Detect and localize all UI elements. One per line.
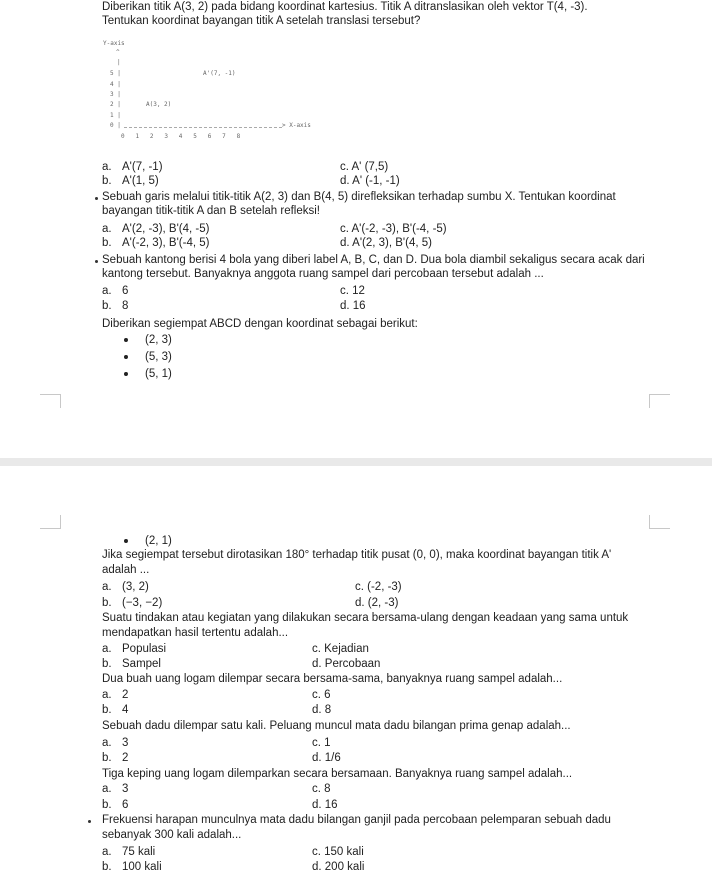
intro-line-1: Diberikan titik A(3, 2) pada bidang koordinat kartesius. Titik A ditranslasikan oleh vektor T(4, -3).: [102, 1, 588, 13]
q3-option-c: c. 12: [340, 285, 365, 297]
q9-text-line-2: sebanyak 300 kali adalah...: [102, 829, 242, 841]
q7-option-a: 3: [122, 737, 129, 749]
q4-text-line-1: Jika segiempat tersebut dirotasikan 180° terhadap titik pusat (0, 0), maka koordinat bayangan titik A': [102, 549, 612, 561]
q6-option-c: c. 6: [312, 689, 331, 701]
q8-option-b-letter: b.: [102, 799, 112, 811]
q9-option-a-letter: a.: [102, 846, 112, 858]
q7-option-a-letter: a.: [102, 737, 112, 749]
q3-option-a-letter: a.: [102, 285, 112, 297]
x-axis-ticks: 0 1 2 3 4 5 6 7 8: [121, 133, 241, 140]
q5-option-c: c. Kejadian: [312, 643, 369, 655]
q8-option-a: 3: [122, 783, 129, 795]
q6-text-line-1: Dua buah uang logam dilempar secara bersama-sama, banyaknya ruang sampel adalah...: [102, 673, 563, 685]
q4-option-d: d. (2, -3): [355, 597, 399, 609]
y-tick-2: 2 |: [110, 101, 121, 108]
page-separator: [0, 458, 712, 466]
q2-option-d: d. A'(2, 3), B'(4, 5): [340, 237, 432, 249]
q3-text-line-2: kantong tersebut. Banyaknya anggota ruang sampel dari percobaan tersebut adalah ...: [102, 268, 544, 280]
q4-intro: Diberikan segiempat ABCD dengan koordinat sebagai berikut:: [102, 318, 418, 330]
q4-option-a-letter: a.: [102, 581, 112, 593]
page-corner-mark: [40, 394, 61, 408]
q5-text-line-1: Suatu tindakan atau kegiatan yang dilakukan secara bersama-ulang dengan keadaan yang sama untuk: [102, 612, 629, 624]
q4-point-3: (5, 1): [145, 368, 172, 380]
y-tick-0: 0 |: [110, 122, 121, 129]
y-axis-caret: ^: [116, 49, 120, 56]
q8-option-b: 6: [122, 799, 129, 811]
q9-option-d: d. 200 kali: [312, 861, 365, 873]
q4-point-4: (2, 1): [145, 535, 172, 547]
q7-option-b-letter: b.: [102, 752, 112, 764]
q5-option-b: Sampel: [122, 658, 161, 670]
q8-text-line-1: Tiga keping uang logam dilemparkan secara bersamaan. Banyaknya ruang sampel adalah...: [102, 768, 573, 780]
q6-option-a: 2: [122, 689, 129, 701]
q4-option-a: (3, 2): [122, 581, 149, 593]
q5-option-d: d. Percobaan: [312, 658, 381, 670]
q2-text-line-2: bayangan titik-titik A dan B setelah refleksi!: [102, 205, 320, 217]
point-a-image-label: A'(7, -1): [203, 70, 236, 77]
q2-option-a-letter: a.: [102, 223, 112, 235]
q2-option-c: c. A'(-2, -3), B'(-4, -5): [340, 223, 447, 235]
q3-option-b: 8: [122, 300, 129, 312]
q4-option-c: c. (-2, -3): [355, 581, 402, 593]
q6-option-a-letter: a.: [102, 689, 112, 701]
q6-option-d: d. 8: [312, 704, 332, 716]
question-marker: [88, 820, 91, 823]
q8-option-a-letter: a.: [102, 783, 112, 795]
q8-option-c: c. 8: [312, 783, 331, 795]
q1-option-a-letter: a.: [102, 161, 112, 173]
q2-option-b-letter: b.: [102, 237, 112, 249]
q9-text-line-1: Frekuensi harapan munculnya mata dadu bilangan ganjil pada percobaan pelemparan sebuah dadu: [102, 814, 611, 826]
q3-option-d: d. 16: [340, 300, 366, 312]
bullet: [124, 539, 128, 543]
y-axis-label: Y-axis: [103, 40, 125, 47]
q2-text-line-1: Sebuah garis melalui titik-titik A(2, 3) dan B(4, 5) direfleksikan terhadap sumbu X. Tentukan koordinat: [102, 191, 616, 203]
bullet: [124, 372, 128, 376]
q3-option-a: 6: [122, 285, 129, 297]
bullet: [124, 338, 128, 342]
q1-option-a: A'(7, -1): [122, 161, 163, 173]
intro-line-2: Tentukan koordinat bayangan titik A setelah translasi tersebut?: [102, 15, 421, 27]
q4-point-2: (5, 3): [145, 351, 172, 363]
q1-option-d: d. A' (-1, -1): [340, 175, 400, 187]
q7-option-c: c. 1: [312, 737, 331, 749]
q4-option-b-letter: b.: [102, 597, 112, 609]
x-axis-label: > X-axis: [282, 122, 311, 129]
y-tick-3: 3 |: [110, 91, 121, 98]
q3-option-b-letter: b.: [102, 300, 112, 312]
q5-option-b-letter: b.: [102, 658, 112, 670]
q9-option-b: 100 kali: [122, 861, 162, 873]
q2-option-a: A'(2, -3), B'(4, -5): [122, 223, 210, 235]
page-corner-mark: [40, 515, 61, 529]
q7-option-d: d. 1/6: [312, 752, 341, 764]
q3-text-line-1: Sebuah kantong berisi 4 bola yang diberi label A, B, C, dan D. Dua bola diambil sekaligus secara acak dari: [102, 254, 645, 266]
q4-text-line-2: adalah ...: [102, 564, 150, 576]
q1-option-b: A'(1, 5): [122, 175, 159, 187]
q1-option-b-letter: b.: [102, 175, 112, 187]
point-a-label: A(3, 2): [146, 101, 172, 108]
q5-text-line-2: mendapatkan hasil tertentu adalah...: [102, 627, 289, 639]
q9-option-a: 75 kali: [122, 846, 156, 858]
question-marker: [95, 197, 98, 200]
q5-option-a-letter: a.: [102, 643, 112, 655]
q7-option-b: 2: [122, 752, 129, 764]
y-tick-1: 1 |: [110, 112, 121, 119]
q6-option-b-letter: b.: [102, 704, 112, 716]
q9-option-c: c. 150 kali: [312, 846, 364, 858]
question-marker: [95, 260, 98, 263]
q9-option-b-letter: b.: [102, 861, 112, 873]
q1-option-c: c. A' (7,5): [340, 161, 389, 173]
q6-option-b: 4: [122, 704, 129, 716]
page-corner-mark: [649, 515, 670, 529]
bullet: [124, 355, 128, 359]
q4-option-b: (−3, −2): [122, 597, 163, 609]
q5-option-a: Populasi: [122, 643, 167, 655]
page-corner-mark: [649, 394, 670, 408]
q2-option-b: A'(-2, 3), B'(-4, 5): [122, 237, 210, 249]
y-axis-bar: |: [117, 59, 121, 66]
x-axis-line: [124, 127, 282, 128]
y-tick-4: 4 |: [110, 81, 121, 88]
q8-option-d: d. 16: [312, 799, 338, 811]
y-tick-5: 5 |: [110, 70, 121, 77]
q7-text-line-1: Sebuah dadu dilempar satu kali. Peluang muncul mata dadu bilangan prima genap adalah...: [102, 720, 571, 732]
q4-point-1: (2, 3): [145, 334, 172, 346]
